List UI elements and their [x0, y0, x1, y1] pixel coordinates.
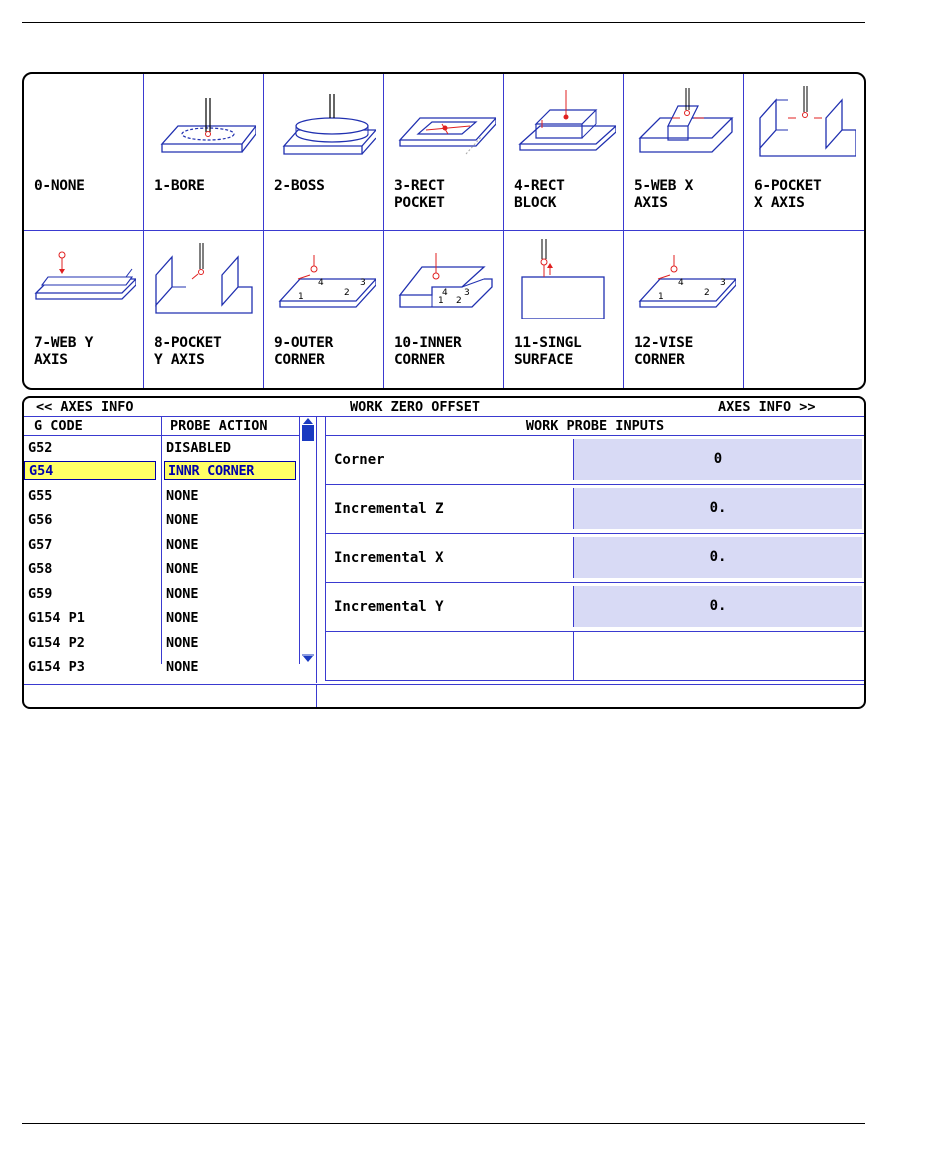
boss-icon [272, 82, 376, 162]
table-row[interactable]: G58 NONE [28, 561, 199, 577]
vise-corner-icon [632, 239, 736, 319]
svg-text:2: 2 [344, 288, 350, 298]
incremental-y-input[interactable]: 0. [573, 586, 862, 627]
panel-title: WORK ZERO OFFSET [350, 399, 481, 415]
col-header-g-code: G CODE [24, 417, 162, 436]
svg-text:4: 4 [442, 288, 448, 298]
axes-info-next-link[interactable]: AXES INFO >> [718, 399, 816, 415]
axes-info-prev-link[interactable]: << AXES INFO [36, 399, 134, 415]
op-none[interactable] [24, 74, 144, 231]
svg-text:1: 1 [658, 292, 664, 302]
rect-pocket-icon [392, 82, 496, 162]
scroll-down-arrow-icon[interactable] [303, 656, 313, 662]
bottom-rule [22, 1123, 865, 1124]
input-row-incremental-z [325, 485, 864, 534]
table-row[interactable]: G55 NONE [28, 488, 199, 504]
column-divider [161, 417, 162, 664]
scroll-up-arrow-icon[interactable] [303, 418, 313, 424]
scroll-thumb[interactable] [302, 425, 314, 441]
single-surface-icon [512, 239, 616, 319]
op-pocket-y[interactable] [144, 231, 264, 388]
panel-nav-bar [24, 398, 864, 417]
input-label: Incremental Y [334, 599, 444, 615]
work-zero-offset-panel [22, 396, 866, 709]
table-row[interactable]: G59 NONE [28, 586, 199, 602]
outer-corner-icon [272, 239, 376, 319]
svg-text:1: 1 [298, 292, 304, 302]
op-label: 5-WEB X AXIS [634, 178, 694, 211]
inputs-title: WORK PROBE INPUTS [325, 417, 864, 436]
svg-text:4: 4 [678, 278, 684, 288]
op-vise-corner[interactable] [624, 231, 744, 388]
svg-text:3: 3 [464, 288, 470, 298]
op-label: 2-BOSS [274, 178, 325, 194]
input-row-incremental-x [325, 534, 864, 583]
svg-text:3: 3 [720, 278, 726, 288]
op-label: 7-WEB Y AXIS [34, 335, 94, 368]
table-row-selected[interactable]: G54 INNR CORNER [24, 460, 298, 485]
op-outer-corner[interactable] [264, 231, 384, 388]
op-label: 11-SINGL SURFACE [514, 335, 582, 368]
input-row-empty [325, 632, 864, 681]
op-pocket-x[interactable] [744, 74, 864, 231]
web-x-icon [632, 82, 736, 162]
input-row-corner [325, 436, 864, 485]
web-y-icon [32, 239, 136, 319]
op-label: 8-POCKET Y AXIS [154, 335, 222, 368]
rect-block-icon [512, 82, 616, 162]
status-bar [24, 684, 864, 708]
op-label: 0-NONE [34, 178, 85, 194]
svg-text:2: 2 [704, 288, 710, 298]
op-empty [744, 231, 864, 388]
op-rect-block[interactable] [504, 74, 624, 231]
op-label: 12-VISE CORNER [634, 335, 694, 368]
svg-text:3: 3 [360, 278, 366, 288]
pocket-y-icon [152, 239, 256, 319]
op-label: 4-RECT BLOCK [514, 178, 565, 211]
table-row[interactable]: G56 NONE [28, 512, 199, 528]
work-probe-inputs [317, 417, 864, 683]
top-rule [22, 22, 865, 23]
incremental-z-input[interactable]: 0. [573, 488, 862, 529]
col-header-probe-action: PROBE ACTION [162, 417, 300, 436]
op-web-y[interactable] [24, 231, 144, 388]
input-label: Incremental X [334, 550, 444, 566]
g-code-table [24, 417, 317, 683]
op-inner-corner[interactable] [384, 231, 504, 388]
table-row[interactable]: G57 NONE [28, 537, 199, 553]
op-label: 10-INNER CORNER [394, 335, 462, 368]
op-single-surface[interactable] [504, 231, 624, 388]
table-row[interactable]: G154 P2 NONE [28, 635, 199, 651]
svg-text:4: 4 [318, 278, 324, 288]
op-rect-pocket[interactable] [384, 74, 504, 231]
table-scrollbar[interactable] [299, 417, 316, 664]
op-web-x[interactable] [624, 74, 744, 231]
svg-text:1: 1 [438, 296, 444, 306]
pocket-x-icon [752, 82, 856, 162]
bore-icon [152, 82, 256, 162]
op-label: 1-BORE [154, 178, 205, 194]
svg-text:2: 2 [456, 296, 462, 306]
op-boss[interactable] [264, 74, 384, 231]
inner-corner-icon [392, 239, 496, 319]
input-label: Incremental Z [334, 501, 444, 517]
op-bore[interactable] [144, 74, 264, 231]
table-row[interactable]: G154 P1 NONE [28, 610, 199, 626]
table-row[interactable]: G52 DISABLED [28, 440, 232, 456]
op-label: 3-RECT POCKET [394, 178, 445, 211]
probe-operation-grid [22, 72, 866, 390]
input-row-incremental-y [325, 583, 864, 632]
op-label: 9-OUTER CORNER [274, 335, 334, 368]
incremental-x-input[interactable]: 0. [573, 537, 862, 578]
corner-input[interactable]: 0 [573, 439, 862, 480]
table-row[interactable]: G154 P3 NONE [28, 659, 199, 675]
op-label: 6-POCKET X AXIS [754, 178, 822, 211]
input-label: Corner [334, 452, 385, 468]
